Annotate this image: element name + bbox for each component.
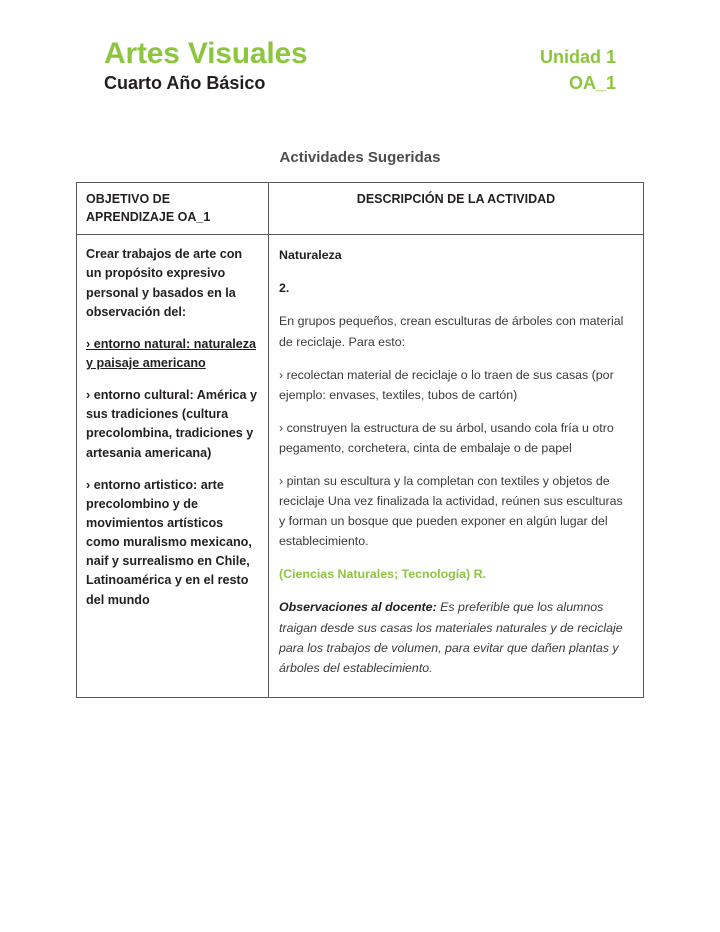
activity-teacher-note [279, 597, 631, 677]
activity-intro: En grupos pequeños, crean esculturas de árboles con material de reciclaje. Para esto: [279, 314, 624, 349]
objective-bullet-cultural: › entorno cultural: América y sus tradiciones (cultura precolombina, tradiciones y artesania americana) [86, 388, 257, 460]
subject-title: Artes Visuales [104, 37, 308, 70]
column-header-description: DESCRIPCIÓN DE LA ACTIVIDAD [356, 192, 556, 206]
column-header-objective: OBJETIVO DE APRENDIZAJE OA_1 [77, 183, 269, 234]
activity-step-2: › construyen la estructura de su árbol, usando cola fría u otro pegamento, corchetera, cinta de embalaje o de papel [279, 420, 614, 455]
table-header-row [77, 183, 643, 235]
activity-subjects-tag: (Ciencias Naturales; Tecnología) R. [279, 567, 487, 582]
document-header [104, 38, 616, 94]
activities-table [76, 182, 644, 698]
teacher-note-label: Observaciones al docente: [279, 600, 437, 615]
activity-number: 2. [279, 281, 290, 296]
objective-bullet-natural: › entorno natural: naturaleza y paisaje americano [86, 336, 257, 370]
cell-objective [77, 235, 269, 697]
header-bottom-row [104, 70, 616, 94]
section-title: Actividades Sugeridas [279, 149, 441, 166]
grade-title: Cuarto Año Básico [104, 73, 266, 94]
cell-activity-description [269, 235, 643, 697]
activity-topic: Naturaleza [279, 248, 342, 263]
objective-intro: Crear trabajos de arte con un propósito expresivo personal y basados en la observación del: [86, 247, 243, 319]
teacher-note-text: Es preferible que los alumnos traigan desde sus casas los materiales naturales y de reciclaje para los trabajos de volumen, para evitar que dañen plantas y árboles del establecimiento. [279, 600, 623, 675]
objective-bullet-artistico: › entorno artistico: arte precolombino y de movimientos artísticos como muralismo mexicano, naif y surrealismo en Chile, Latinoamérica y en el resto del mundo [86, 477, 252, 607]
oa-label: OA_1 [568, 73, 616, 94]
unit-label: Unidad 1 [539, 47, 616, 67]
table-body-row [77, 235, 643, 697]
activity-step-1: › recolectan material de reciclaje o lo traen de sus casas (por ejemplo: envases, textiles, tubos de cartón) [279, 367, 614, 402]
header-top-row [104, 38, 616, 70]
activity-step-3: › pintan su escultura y la completan con textiles y objetos de reciclaje Una vez finalizada la actividad, reúnen sus esculturas y forman un bosque que pueden exponer en algún lugar del establecimiento. [279, 474, 623, 549]
